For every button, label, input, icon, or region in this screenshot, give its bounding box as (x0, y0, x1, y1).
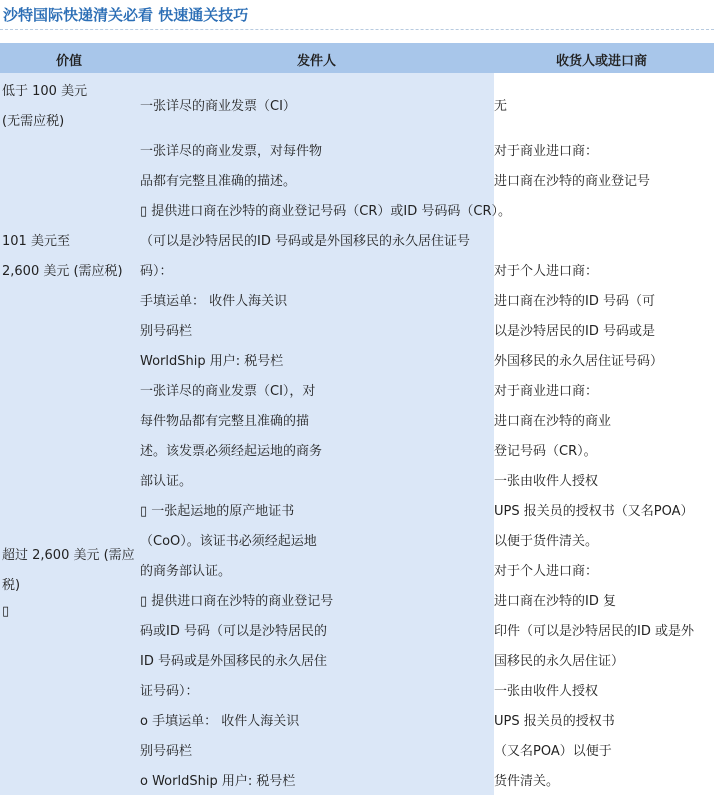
shipper-cell: 证号码）： (140, 684, 199, 699)
shipper-cell: ▯ 一张起运地的原产地证书 (140, 504, 295, 519)
consignee-cell: UPS 报关员的授权书（又名POA） (494, 504, 694, 519)
shipper-cell: o 手填运单： 收件人海关识 (140, 714, 300, 729)
consignee-cell: 进口商在沙特的商业 (494, 414, 612, 429)
consignee-cell: 对于商业进口商： (494, 384, 599, 399)
value-cell: 101 美元至 (2, 234, 70, 249)
consignee-cell: 印件（可以是沙特居民的ID 或是外 (494, 624, 694, 639)
shipper-cell: 一张详尽的商业发票（CI），对 (140, 384, 316, 399)
shipper-cell: ▯ 提供进口商在沙特的商业登记号 (140, 594, 334, 609)
shipper-cell: 每件物品都有完整且准确的描 (140, 414, 310, 429)
header-shipper: 发件人 (297, 54, 337, 69)
shipper-cell: o WorldShip 用户: 税号栏 (140, 774, 296, 789)
shipper-cell: ▯ 提供进口商在沙特的商业登记号码（CR）或ID 号码码（CR）。 (140, 204, 511, 219)
shipper-cell: ID 号码或是外国移民的永久居住 (140, 654, 327, 669)
value-cell: ▯ (2, 604, 10, 619)
shipper-cell: 品都有完整且准确的描述。 (140, 174, 297, 189)
title-divider (0, 29, 714, 30)
consignee-cell: 进口商在沙特的ID 号码（可 (494, 294, 655, 309)
consignee-cell: 对于商业进口商： (494, 144, 599, 159)
article-title-bar (0, 0, 714, 30)
shipper-cell: 述。该发票必须经起运地的商务 (140, 444, 323, 459)
header-consignee: 收货人或进口商 (556, 54, 648, 69)
customs-requirements-table (0, 43, 714, 795)
consignee-cell: 以便于货件清关。 (494, 534, 599, 549)
consignee-cell: 货件清关。 (494, 774, 560, 789)
consignee-cell: 国移民的永久居住证） (494, 654, 625, 669)
shipper-cell: 手填运单： 收件人海关识 (140, 294, 288, 309)
table-header-row (0, 43, 714, 73)
value-cell: 超过 2,600 美元 (需应 (2, 548, 135, 563)
shipper-cell: 码）： (140, 264, 173, 279)
consignee-cell: 进口商在沙特的ID 复 (494, 594, 616, 609)
header-value: 价值 (56, 54, 83, 69)
shipper-cell: 别号码栏 (140, 744, 193, 759)
shipper-cell: （可以是沙特居民的ID 号码或是外国移民的永久居住证号 (140, 234, 470, 249)
article-title: 沙特国际快递清关必看 快速通关技巧 (3, 6, 249, 24)
value-cell: 低于 100 美元 (2, 84, 88, 99)
value-cell: 税) (2, 578, 21, 593)
shipper-cell: 部认证。 (140, 474, 193, 489)
consignee-cell: 一张由收件人授权 (494, 684, 599, 699)
value-cell: (无需应税) (2, 114, 65, 129)
consignee-cell: 对于个人进口商： (494, 564, 599, 579)
consignee-cell: 进口商在沙特的商业登记号 (494, 174, 651, 189)
shipper-cell: 别号码栏 (140, 324, 193, 339)
consignee-cell: 登记号码（CR）。 (494, 444, 597, 459)
shipper-cell: 一张详尽的商业发票（CI） (140, 99, 296, 114)
shipper-cell: 码或ID 号码（可以是沙特居民的 (140, 624, 327, 639)
value-cell: 2,600 美元 (需应税) (2, 264, 123, 279)
shipper-cell: 的商务部认证。 (140, 564, 232, 579)
consignee-cell: 对于个人进口商： (494, 264, 599, 279)
consignee-cell: 外国移民的永久居住证号码） (494, 354, 664, 369)
consignee-cell: 以是沙特居民的ID 号码或是 (494, 324, 655, 339)
consignee-cell: UPS 报关员的授权书 (494, 714, 615, 729)
shipper-cell: WorldShip 用户: 税号栏 (140, 354, 284, 369)
consignee-cell: （又名POA）以便于 (494, 744, 612, 759)
consignee-cell: 无 (494, 99, 508, 114)
shipper-cell: （CoO）。该证书必须经起运地 (140, 534, 317, 549)
consignee-cell: 一张由收件人授权 (494, 474, 599, 489)
shipper-cell: 一张详尽的商业发票，对每件物 (140, 144, 323, 159)
